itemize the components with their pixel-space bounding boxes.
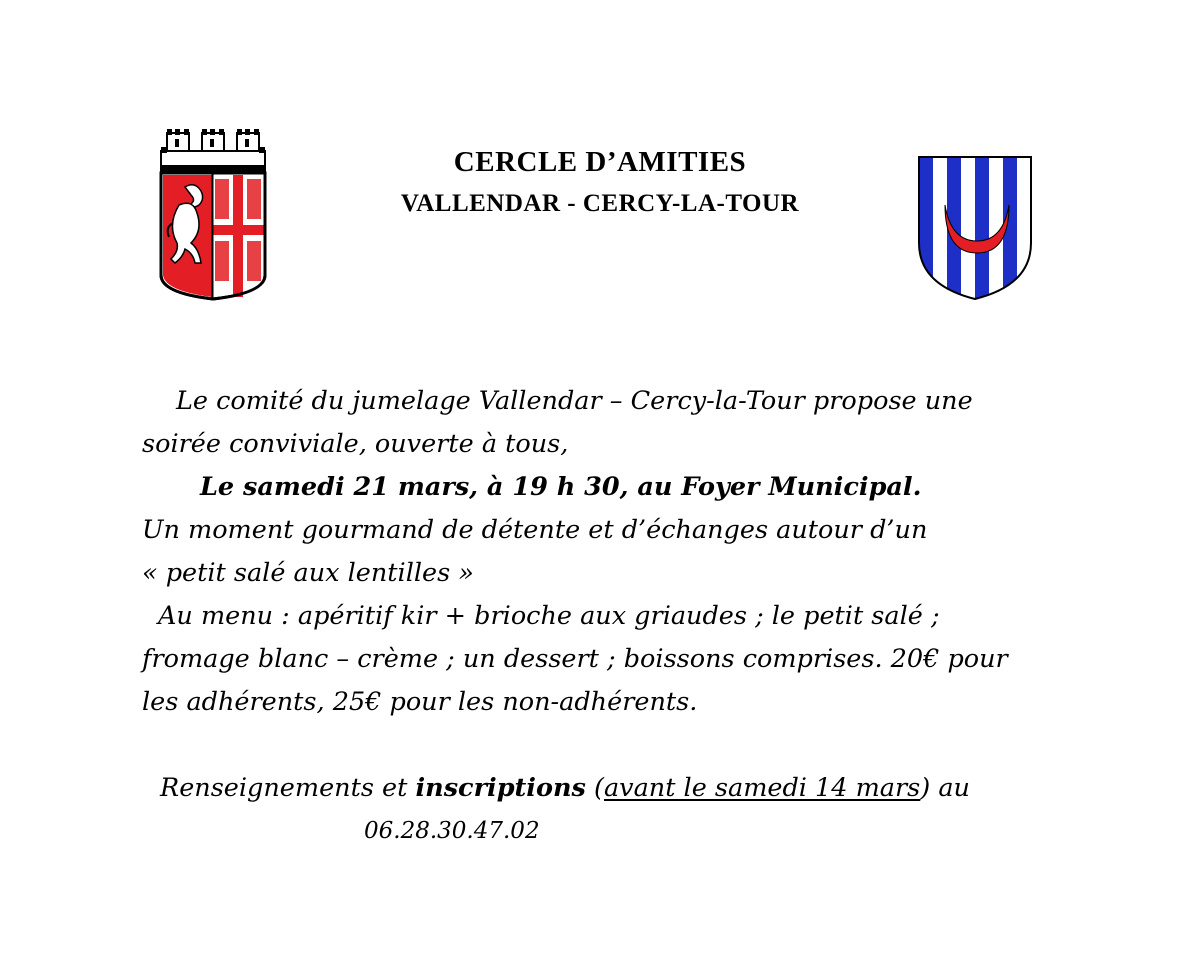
- announcement-body: [142, 380, 1162, 853]
- body-line: Un moment gourmand de détente et d’échanges autour d’un: [142, 515, 928, 545]
- page-title: CERCLE D’AMITIES: [453, 146, 747, 178]
- cercy-la-tour-crest-icon: [915, 153, 1035, 303]
- contact-line: [142, 767, 1162, 810]
- spacer: [142, 724, 1162, 767]
- contact-deadline: avant le samedi 14 mars: [603, 773, 921, 803]
- price-line: les adhérents, 25€ pour les non-adhérents.: [142, 687, 698, 717]
- event-date-line: Le samedi 21 mars, à 19 h 30, au Foyer Municipal.: [200, 472, 922, 502]
- vallendar-crest-icon: [155, 125, 270, 305]
- menu-line: fromage blanc – crème ; un dessert ; boissons comprises. 20€ pour: [142, 644, 1008, 674]
- page-subtitle: VALLENDAR - CERCY-LA-TOUR: [400, 190, 800, 217]
- contact-bold: inscriptions: [415, 773, 586, 803]
- contact-suffix: au: [930, 773, 970, 803]
- body-line: Le comité du jumelage Vallendar – Cercy-la-Tour propose une: [176, 386, 973, 416]
- phone-number: 06.28.30.47.02: [364, 818, 540, 844]
- contact-paren-open: (: [585, 773, 604, 803]
- body-line: soirée conviviale, ouverte à tous,: [142, 429, 569, 459]
- contact-paren-close: ): [920, 773, 931, 803]
- contact-prefix: Renseignements et: [160, 773, 416, 803]
- menu-line: Au menu : apéritif kir + brioche aux griaudes ; le petit salé ;: [158, 601, 940, 631]
- body-line: « petit salé aux lentilles »: [142, 558, 474, 588]
